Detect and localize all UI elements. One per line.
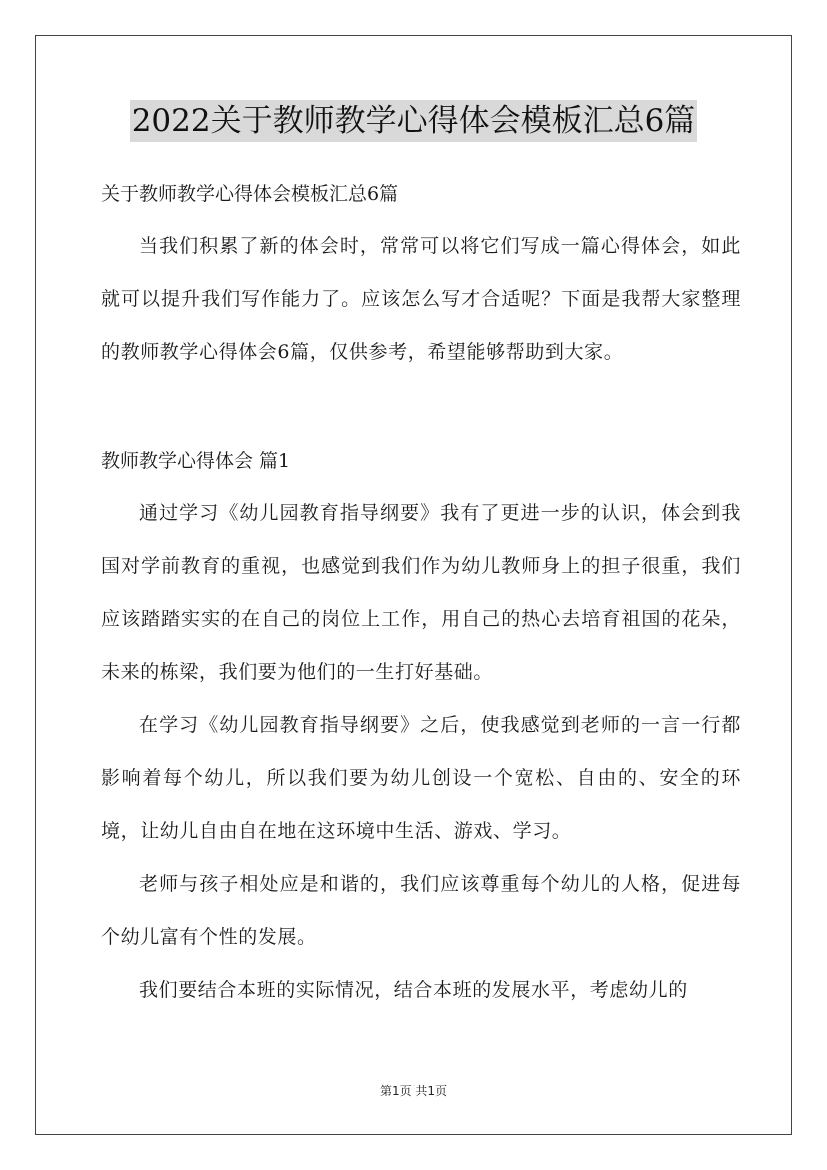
- body-paragraph: 我们要结合本班的实际情况，结合本班的发展水平，考虑幼儿的: [139, 979, 688, 1001]
- section-heading: 教师教学心得体会 篇1: [101, 450, 291, 472]
- intro-paragraph: 当我们积累了新的体会时，常常可以将它们写成一篇心得体会，如此就可以提升我们写作能力了。应该怎么写才合适呢？下面是我帮大家整理的教师教学心得体会6篇，仅供参考，希望能够帮助到大家。: [101, 235, 741, 363]
- document-subtitle: 关于教师教学心得体会模板汇总6篇: [101, 183, 399, 205]
- document-body: [101, 172, 741, 1017]
- page-number: 第1页 共1页: [379, 1084, 448, 1098]
- document-title: 2022关于教师教学心得体会模板汇总6篇: [130, 100, 698, 142]
- spacer: [101, 379, 741, 439]
- body-paragraph: 通过学习《幼儿园教育指导纲要》我有了更进一步的认识，体会到我国对学前教育的重视，也感觉到我们作为幼儿教师身上的担子很重，我们应该踏踏实实的在自己的岗位上工作，用自己的热心去培育祖国的花朵，未来的栋梁，我们要为他们的一生打好基础。: [101, 502, 741, 683]
- body-paragraph: 老师与孩子相处应是和谐的，我们应该尊重每个幼儿的人格，促进每个幼儿富有个性的发展。: [101, 873, 741, 948]
- body-paragraph: 在学习《幼儿园教育指导纲要》之后，使我感觉到老师的一言一行都影响着每个幼儿，所以我们要为幼儿创设一个宽松、自由的、安全的环境，让幼儿自由自在地在这环境中生活、游戏、学习。: [101, 714, 741, 842]
- title-container: [0, 100, 827, 142]
